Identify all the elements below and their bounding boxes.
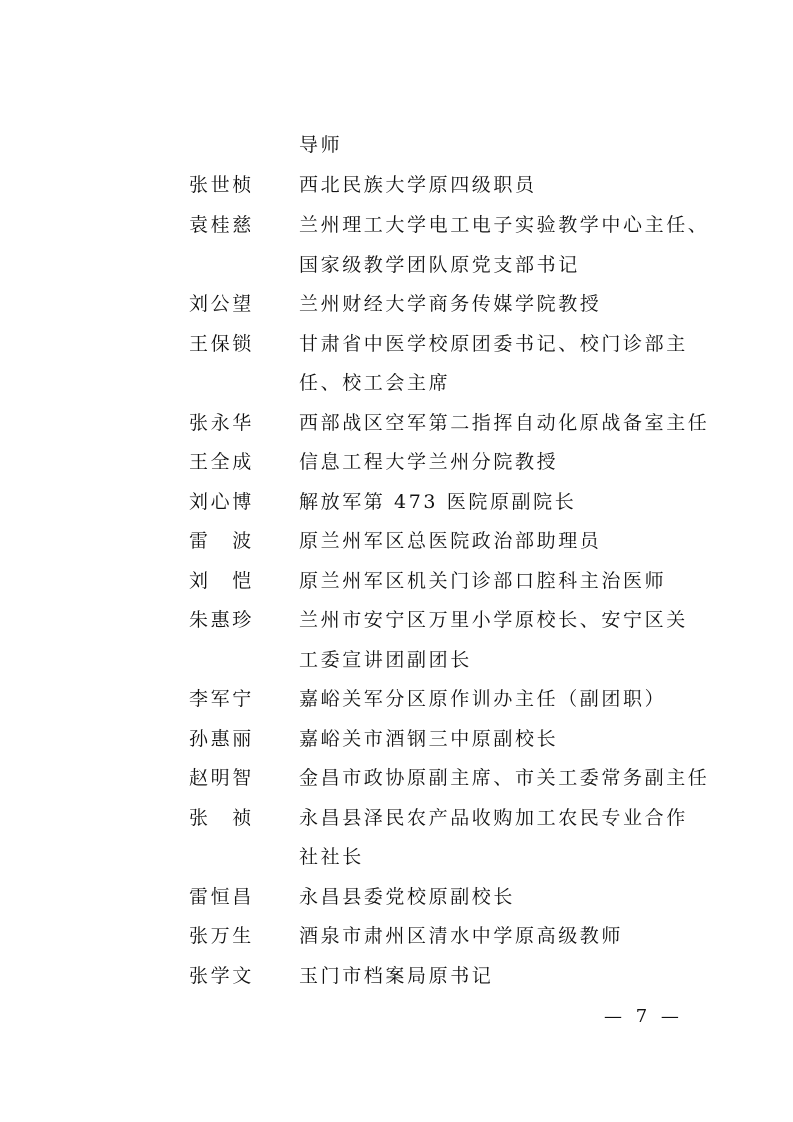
- person-name: 袁桂慈: [189, 214, 254, 236]
- person-name: 王全成: [189, 451, 254, 473]
- person-name: 张世桢: [189, 174, 254, 196]
- person-name: 赵明智: [189, 767, 254, 789]
- person-name: 王保锁: [189, 333, 254, 355]
- person-title: 嘉峪关市酒钢三中原副校长: [299, 728, 559, 750]
- person-name: 雷 波: [189, 530, 254, 552]
- person-title-continued: 国家级教学团队原党支部书记: [299, 254, 580, 276]
- page-number: — 7 —: [604, 1006, 683, 1027]
- person-name: 雷恒昌: [189, 886, 254, 908]
- person-title: 原兰州军区总医院政治部助理员: [299, 530, 602, 552]
- person-title: 永昌县委党校原副校长: [299, 886, 516, 908]
- person-title: 兰州市安宁区万里小学原校长、安宁区关: [299, 609, 688, 631]
- person-name: 李军宁: [189, 688, 254, 710]
- person-title: 信息工程大学兰州分院教授: [299, 451, 559, 473]
- person-title-continued: 任、校工会主席: [299, 372, 451, 394]
- person-title: 解放军第 473 医院原副院长: [299, 491, 577, 513]
- person-name: 孙惠丽: [189, 728, 254, 750]
- person-name: 刘公望: [189, 293, 254, 315]
- person-name: 张 祯: [189, 807, 254, 829]
- person-title: 嘉峪关军分区原作训办主任（副团职）: [299, 688, 667, 710]
- person-name: 张永华: [189, 412, 254, 434]
- person-name: 刘 恺: [189, 570, 254, 592]
- person-title: 西部战区空军第二指挥自动化原战备室主任: [299, 412, 710, 434]
- person-title: 玉门市档案局原书记: [299, 965, 494, 987]
- person-title-continued: 工委宣讲团副团长: [299, 649, 472, 671]
- continuation-line: 导师: [299, 134, 343, 156]
- person-name: 张学文: [189, 965, 254, 987]
- person-title-continued: 社社长: [299, 846, 364, 868]
- person-title: 兰州理工大学电工电子实验教学中心主任、: [299, 214, 710, 236]
- person-title: 永昌县泽民农产品收购加工农民专业合作: [299, 807, 688, 829]
- person-title: 兰州财经大学商务传媒学院教授: [299, 293, 602, 315]
- person-title: 西北民族大学原四级职员: [299, 174, 537, 196]
- person-name: 张万生: [189, 925, 254, 947]
- person-title: 酒泉市肃州区清水中学原高级教师: [299, 925, 624, 947]
- person-title: 甘肃省中医学校原团委书记、校门诊部主: [299, 333, 688, 355]
- person-name: 朱惠珍: [189, 609, 254, 631]
- person-title: 金昌市政协原副主席、市关工委常务副主任: [299, 767, 710, 789]
- person-name: 刘心博: [189, 491, 254, 513]
- person-title: 原兰州军区机关门诊部口腔科主治医师: [299, 570, 667, 592]
